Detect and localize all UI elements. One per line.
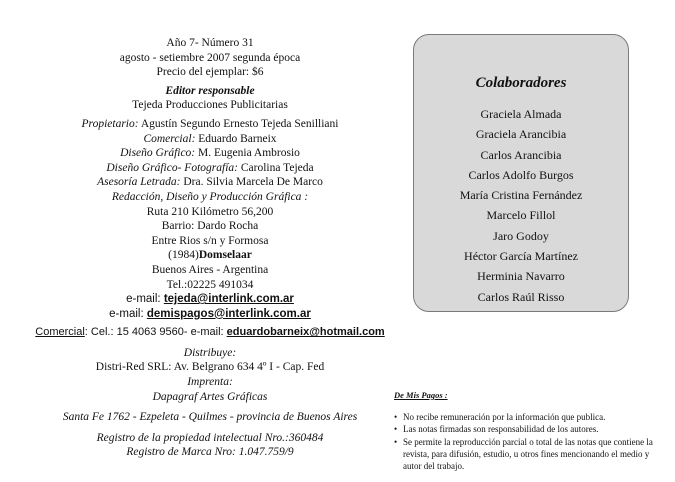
phone-number: Tel.:02225 491034 <box>166 278 254 291</box>
email-label-1: e-mail: <box>126 293 161 306</box>
owner-line <box>20 117 400 132</box>
collaborator-name: Jaro Godoy <box>493 228 549 243</box>
printer-value: Dapagraf Artes Gráficas <box>152 390 268 403</box>
notes-list <box>394 411 669 472</box>
owner-value: Agustín Segundo Ernesto Tejeda Senilliani <box>140 117 339 130</box>
registry-line-1: Registro de la propiedad intelectual Nro.:360484 <box>96 431 324 444</box>
note-item: • Se permite la reproducción parcial o total de las notas que contiene la revista, para difusión, estudio, u otros fines mencionando el medio y autor del trabajo. <box>394 436 669 473</box>
notes-title: De Mis Pagos : <box>394 390 448 400</box>
email-label-2: e-mail: <box>109 307 144 320</box>
address-line-4 <box>20 248 400 263</box>
collaborator-name: Carlos Arancibia <box>480 147 562 162</box>
postal-code: (1984) <box>168 249 199 262</box>
commercial-contact-text: : Cel.: 15 4063 9560- e-mail: <box>84 326 224 339</box>
collaborator-name: Marcelo Fillol <box>486 208 556 223</box>
collaborator-name: Carlos Raúl Risso <box>477 289 565 304</box>
collaborator-name: Héctor García Martínez <box>464 249 578 264</box>
collaborators-list <box>414 104 628 307</box>
commercial-contact-line <box>20 325 400 340</box>
design-photo-line <box>20 161 400 176</box>
email-line-1 <box>20 292 400 307</box>
design-photo-value: Carolina Tejeda <box>240 161 314 174</box>
collaborators-box <box>413 34 629 312</box>
commercial-contact-label: Comercial <box>35 326 85 339</box>
address-line-2: Barrio: Dardo Rocha <box>161 220 259 233</box>
issue-number: Año 7- Número 31 <box>166 37 254 49</box>
distributor-value: Distri-Red SRL: Av. Belgrano 634 4º I - Cap. Fed <box>95 361 325 374</box>
production-label: Redacción, Diseño y Producción Gráfica : <box>111 190 309 203</box>
design-line <box>20 146 400 161</box>
design-value: M. Eugenia Ambrosio <box>198 147 300 160</box>
issue-period: agosto - setiembre 2007 segunda época <box>119 51 301 64</box>
commercial-email-link[interactable]: eduardobarneix@hotmail.com <box>226 326 385 339</box>
design-photo-label: Diseño Gráfico- Fotografía: <box>106 161 238 174</box>
distributor-label: Distribuye: <box>183 346 237 359</box>
note-item: • No recibe remuneración por la información que publica. <box>394 411 669 423</box>
legal-value: Dra. Silvia Marcela De Marco <box>183 176 323 189</box>
legal-line <box>20 175 400 190</box>
note-item: • Las notas firmadas son responsabilidad de los autores. <box>394 423 669 435</box>
printer-address: Santa Fe 1762 - Ezpeleta - Quilmes - provincia de Buenos Aires <box>62 411 358 424</box>
editor-value: Tejeda Producciones Publicitarias <box>132 99 288 112</box>
printer-label: Imprenta: <box>187 376 233 389</box>
address-line-5: Buenos Aires - Argentina <box>151 263 269 276</box>
city-name: Domselaar <box>198 249 252 262</box>
collaborator-name: Carlos Adolfo Burgos <box>468 167 574 182</box>
owner-label: Propietario: <box>81 117 139 130</box>
notes-section <box>394 389 669 472</box>
editor-label: Editor responsable <box>165 84 255 97</box>
email-line-2 <box>20 307 400 322</box>
collaborator-name: Herminia Navarro <box>477 269 565 284</box>
collaborator-name: Graciela Almada <box>480 107 562 121</box>
email-link-1[interactable]: tejeda@interlink.com.ar <box>163 293 294 306</box>
commercial-value: Eduardo Barneix <box>198 132 277 145</box>
collaborator-name: Graciela Arancibia <box>475 127 567 142</box>
address-line-1: Ruta 210 Kilómetro 56,200 <box>146 205 274 218</box>
design-label: Diseño Gráfico: <box>120 147 196 160</box>
registry-line-2: Registro de Marca Nro: 1.047.759/9 <box>126 446 294 459</box>
legal-label: Asesoría Letrada: <box>97 176 181 189</box>
email-link-2[interactable]: demispagos@interlink.com.ar <box>146 307 311 320</box>
commercial-line <box>20 132 400 147</box>
commercial-label: Comercial: <box>143 132 196 145</box>
collaborators-title: Colaboradores <box>475 75 567 91</box>
masthead <box>20 36 400 460</box>
issue-price: Precio del ejemplar: $6 <box>156 66 264 79</box>
collaborator-name: María Cristina Fernández <box>459 188 583 203</box>
address-line-3: Entre Rios s/n y Formosa <box>151 234 269 247</box>
